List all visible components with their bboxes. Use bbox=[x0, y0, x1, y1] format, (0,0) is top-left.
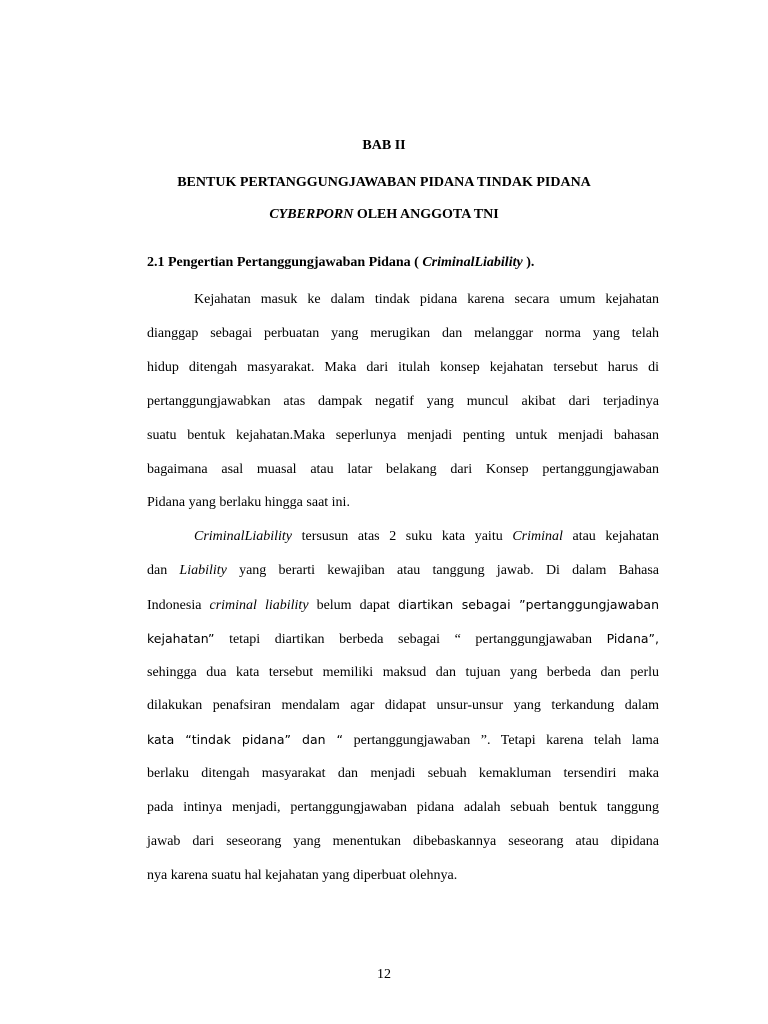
page-number: 12 bbox=[377, 967, 391, 982]
paragraph-1-line: pertanggungjawabkan atas dampak negatif yang muncul akibat dari terjadinya bbox=[147, 394, 659, 409]
text-run: yang berarti kewajiban atau tanggung jawab. Di dalam Bahasa bbox=[226, 563, 659, 578]
sans-text-run: kejahatan” bbox=[147, 631, 215, 646]
section-heading-italic: CriminalLiability bbox=[422, 255, 523, 270]
chapter-heading: BAB II bbox=[362, 138, 406, 153]
sans-text-run: kata “tindak pidana” dan “ bbox=[147, 732, 344, 747]
text-run: tetapi diartikan berbeda sebagai “ pertanggungjawaban bbox=[214, 632, 607, 647]
paragraph-2-line: dilakukan penafsiran mendalam agar didapat unsur-unsur yang terkandung dalam bbox=[147, 698, 659, 713]
paragraph-2-line bbox=[147, 562, 659, 580]
title-rest: OLEH ANGGOTA TNI bbox=[353, 207, 499, 222]
paragraph-2-line bbox=[147, 731, 659, 750]
text-run: dan bbox=[147, 563, 180, 578]
text-run: tersusun atas 2 suku kata yaitu bbox=[292, 529, 513, 544]
text-run: pertanggungjawaban ”. Tetapi karena telah lama bbox=[343, 733, 659, 748]
paragraph-2-line bbox=[147, 630, 659, 649]
section-heading-end: ). bbox=[522, 255, 535, 270]
paragraph-2-line bbox=[147, 596, 659, 615]
italic-term: criminal liability bbox=[209, 598, 309, 613]
paragraph-1-line: bagaimana asal muasal atau latar belakang dari Konsep pertanggungjawaban bbox=[147, 462, 659, 477]
section-heading bbox=[147, 254, 534, 272]
text-run: atau kejahatan bbox=[562, 529, 660, 544]
text-run: belum dapat bbox=[308, 598, 398, 613]
paragraph-1-line: suatu bentuk kejahatan.Maka seperlunya menjadi penting untuk menjadi bahasan bbox=[147, 428, 659, 443]
title-italic-term: CYBERPORN bbox=[269, 207, 354, 222]
paragraph-1-line: Pidana yang berlaku hingga saat ini. bbox=[147, 495, 350, 510]
italic-term: CriminalLiability bbox=[194, 529, 293, 544]
paragraph-1-line: dianggap sebagai perbuatan yang merugikan dan melanggar norma yang telah bbox=[147, 326, 659, 341]
sans-text-run: Pidana”, bbox=[606, 631, 659, 646]
paragraph-1-line: Kejahatan masuk ke dalam tindak pidana karena secara umum kejahatan bbox=[194, 292, 659, 307]
text-run: Indonesia bbox=[147, 598, 210, 613]
paragraph-2-line: nya karena suatu hal kejahatan yang diperbuat olehnya. bbox=[147, 868, 458, 883]
chapter-title-line-2 bbox=[0, 206, 768, 224]
section-heading-text: 2.1 Pengertian Pertanggungjawaban Pidana ( bbox=[147, 255, 423, 270]
chapter-title-line-1: BENTUK PERTANGGUNGJAWABAN PIDANA TINDAK PIDANA bbox=[177, 175, 591, 190]
paragraph-2-line: jawab dari seseorang yang menentukan dibebaskannya seseorang atau dipidana bbox=[147, 834, 659, 849]
paragraph-2-line: berlaku ditengah masyarakat dan menjadi sebuah kemakluman tersendiri maka bbox=[147, 766, 659, 781]
sans-text-run: diartikan sebagai ”pertanggungjawaban bbox=[398, 597, 659, 612]
italic-term: Criminal bbox=[512, 529, 563, 544]
paragraph-1-line: hidup ditengah masyarakat. Maka dari itulah konsep kejahatan tersebut harus di bbox=[147, 360, 659, 375]
italic-term: Liability bbox=[179, 563, 227, 578]
paragraph-2-line: sehingga dua kata tersebut memiliki maksud dan tujuan yang berbeda dan perlu bbox=[147, 665, 659, 680]
paragraph-2-line bbox=[194, 528, 659, 546]
paragraph-2-line: pada intinya menjadi, pertanggungjawaban pidana adalah sebuah bentuk tanggung bbox=[147, 800, 659, 815]
